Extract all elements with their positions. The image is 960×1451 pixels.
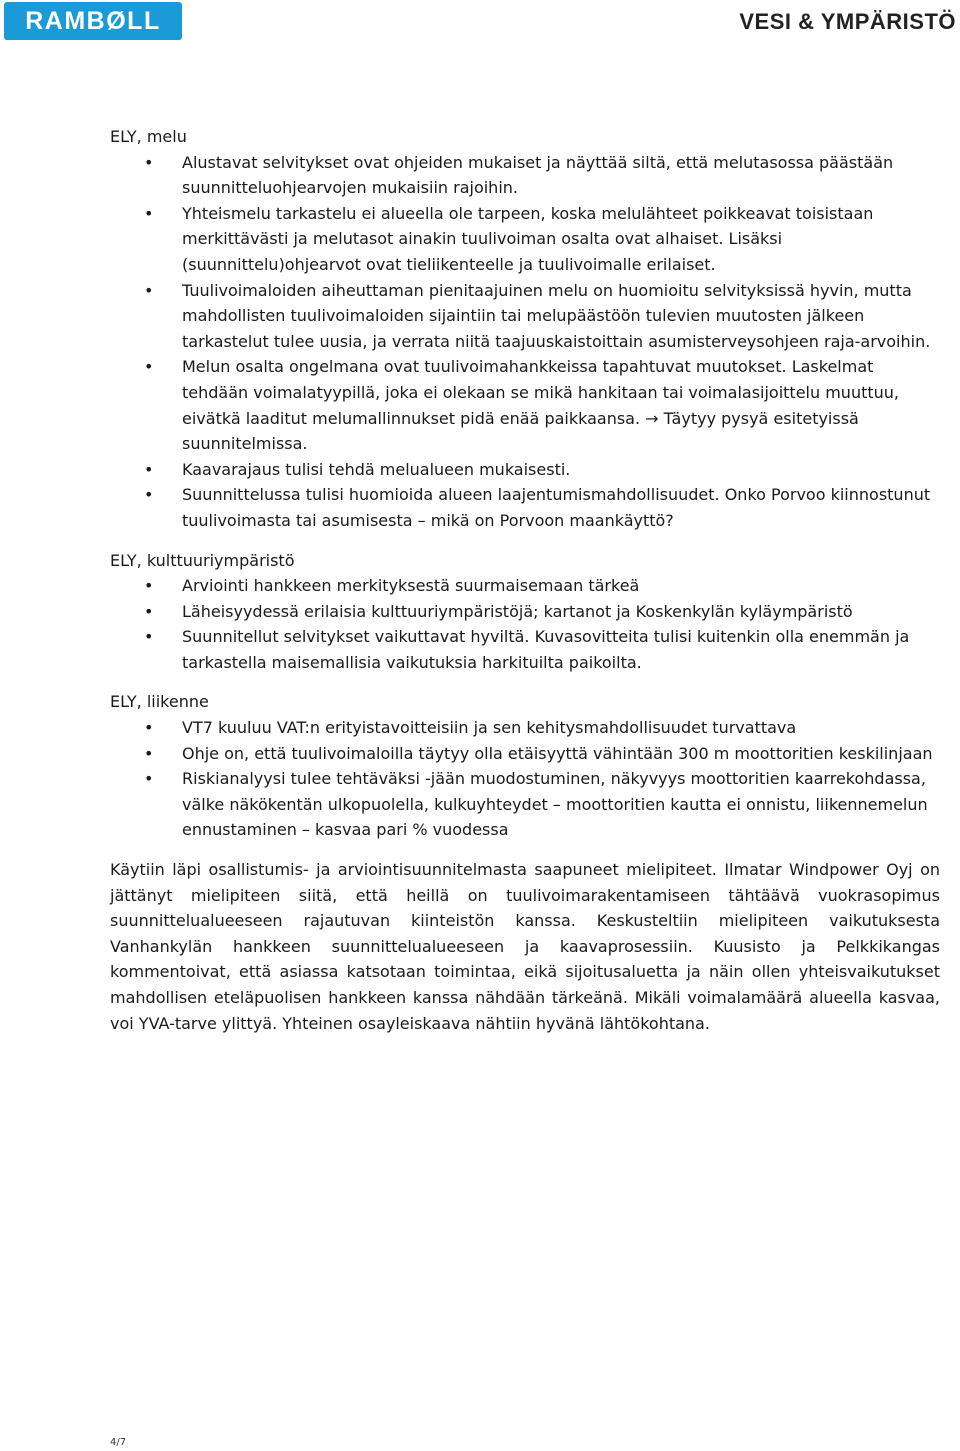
section-heading-melu: ELY, melu <box>110 127 187 146</box>
section-heading-kulttuuriymparisto: ELY, kulttuuriympäristö <box>110 550 295 570</box>
list-item: • Läheisyydessä erilaisia kulttuuriympäristöjä; kartanot ja Koskenkylän kyläympäristö <box>110 599 940 625</box>
list-item: • Suunnittelussa tulisi huomioida alueen laajentumismahdollisuudet. Onko Porvoo kiinnostunut tuulivoimasta tai asumisesta – mikä on Porvoon maankäyttö? <box>110 482 940 533</box>
summary-paragraph: Käytiin läpi osallistumis- ja arviointisuunnitelmasta saapuneet mielipiteet. Ilmatar Windpower Oyj on jättänyt mielipiteen siitä, että heillä on tuulivoimarakentamiseen tähtäävä vuokrasopimus suunnittelualueeseen rajautuvan kiinteistön kanssa. Keskusteltiin mielipiteen vaikutuksesta Vanhankylän hankkeen suunnittelualueeseen ja kaavaprosessiin. Kuusisto ja Pelkkikangas kommentoivat, että asiassa katsotaan toimintaa, eikä sijoitusaluetta ja näin ollen yhteisvaikutukset mahdollisen eteläpuolisen hankkeen kanssa nähdään tärkeänä. Mikäli voimalamäärä alueella kasvaa, voi YVA-tarve ylittyä. Yhteinen osayleiskaava nähtiin hyvänä lähtökohtana. <box>110 860 940 1033</box>
ramboll-logo <box>4 2 182 40</box>
list-item: • Alustavat selvitykset ovat ohjeiden mukaiset ja näyttää siltä, että melutasossa päästään suunnitteluohjearvojen mukaisiin rajoihin. <box>110 150 940 201</box>
list-item: • Arviointi hankkeen merkityksestä suurmaisemaan tärkeä <box>110 573 940 599</box>
page-number: 4/7 <box>110 1437 127 1448</box>
list-item: • Suunnitellut selvitykset vaikuttavat hyviltä. Kuvasovitteita tulisi kuitenkin olla enemmän ja tarkastella maisemallisia vaikutuksia harkituilta paikoilta. <box>110 624 940 675</box>
bullet-list-kulttuuriymparisto <box>110 573 940 675</box>
list-item: • Kaavarajaus tulisi tehdä melualueen mukaisesti. <box>110 457 940 483</box>
list-item: • Tuulivoimaloiden aiheuttaman pienitaajuinen melu on huomioitu selvityksissä hyvin, mutta mahdollisten tuulivoimaloiden sijaintiin tai melupäästöön tulevien muutosten jälkeen tarkastelut tulee uusia, ja verrata niitä taajuuskaistoittain asumisterveysohjeen raja-arvoihin. <box>110 278 940 355</box>
list-item: • Yhteismelu tarkastelu ei alueella ole tarpeen, koska melulähteet poikkeavat toisistaan merkittävästi ja melutasot ainakin tuulivoiman osalta ovat alhaiset. Lisäksi (suunnittelu)ohjearvot ovat tieliikenteelle ja tuulivoimalle erilaiset. <box>110 201 940 278</box>
section-heading-liikenne: ELY, liikenne <box>110 692 209 712</box>
document-body <box>110 124 940 1036</box>
list-item: • VT7 kuuluu VAT:n erityistavoitteisiin ja sen kehitysmahdollisuudet turvattava <box>110 715 940 741</box>
section-title: VESI & YMPÄRISTÖ <box>739 9 956 34</box>
list-item: • Riskianalyysi tulee tehtäväksi -jään muodostuminen, näkyvyys moottoritien kaarrekohdassa, välke näkökentän ulkopuolella, kulkuyhteydet – moottoritien kautta ei onnistu, liikennemelun ennustaminen – kasvaa pari % vuodessa <box>110 766 940 843</box>
bullet-list-liikenne <box>110 715 940 843</box>
list-item: • Ohje on, että tuulivoimaloilla täytyy olla etäisyyttä vähintään 300 m moottoritien keskilinjaan <box>110 741 940 767</box>
logo-text: RAMBØLL <box>25 6 161 35</box>
list-item: • Melun osalta ongelmana ovat tuulivoimahankkeissa tapahtuvat muutokset. Laskelmat tehdään voimalatyypillä, joka ei olekaan se mikä hankitaan tai voimalasijoittelu muuttuu, eivätkä laaditut melumallinnukset pidä enää paikkaansa. → Täytyy pysyä esitetyissä suunnitelmissa. <box>110 354 940 456</box>
bullet-list-melu <box>110 150 940 534</box>
